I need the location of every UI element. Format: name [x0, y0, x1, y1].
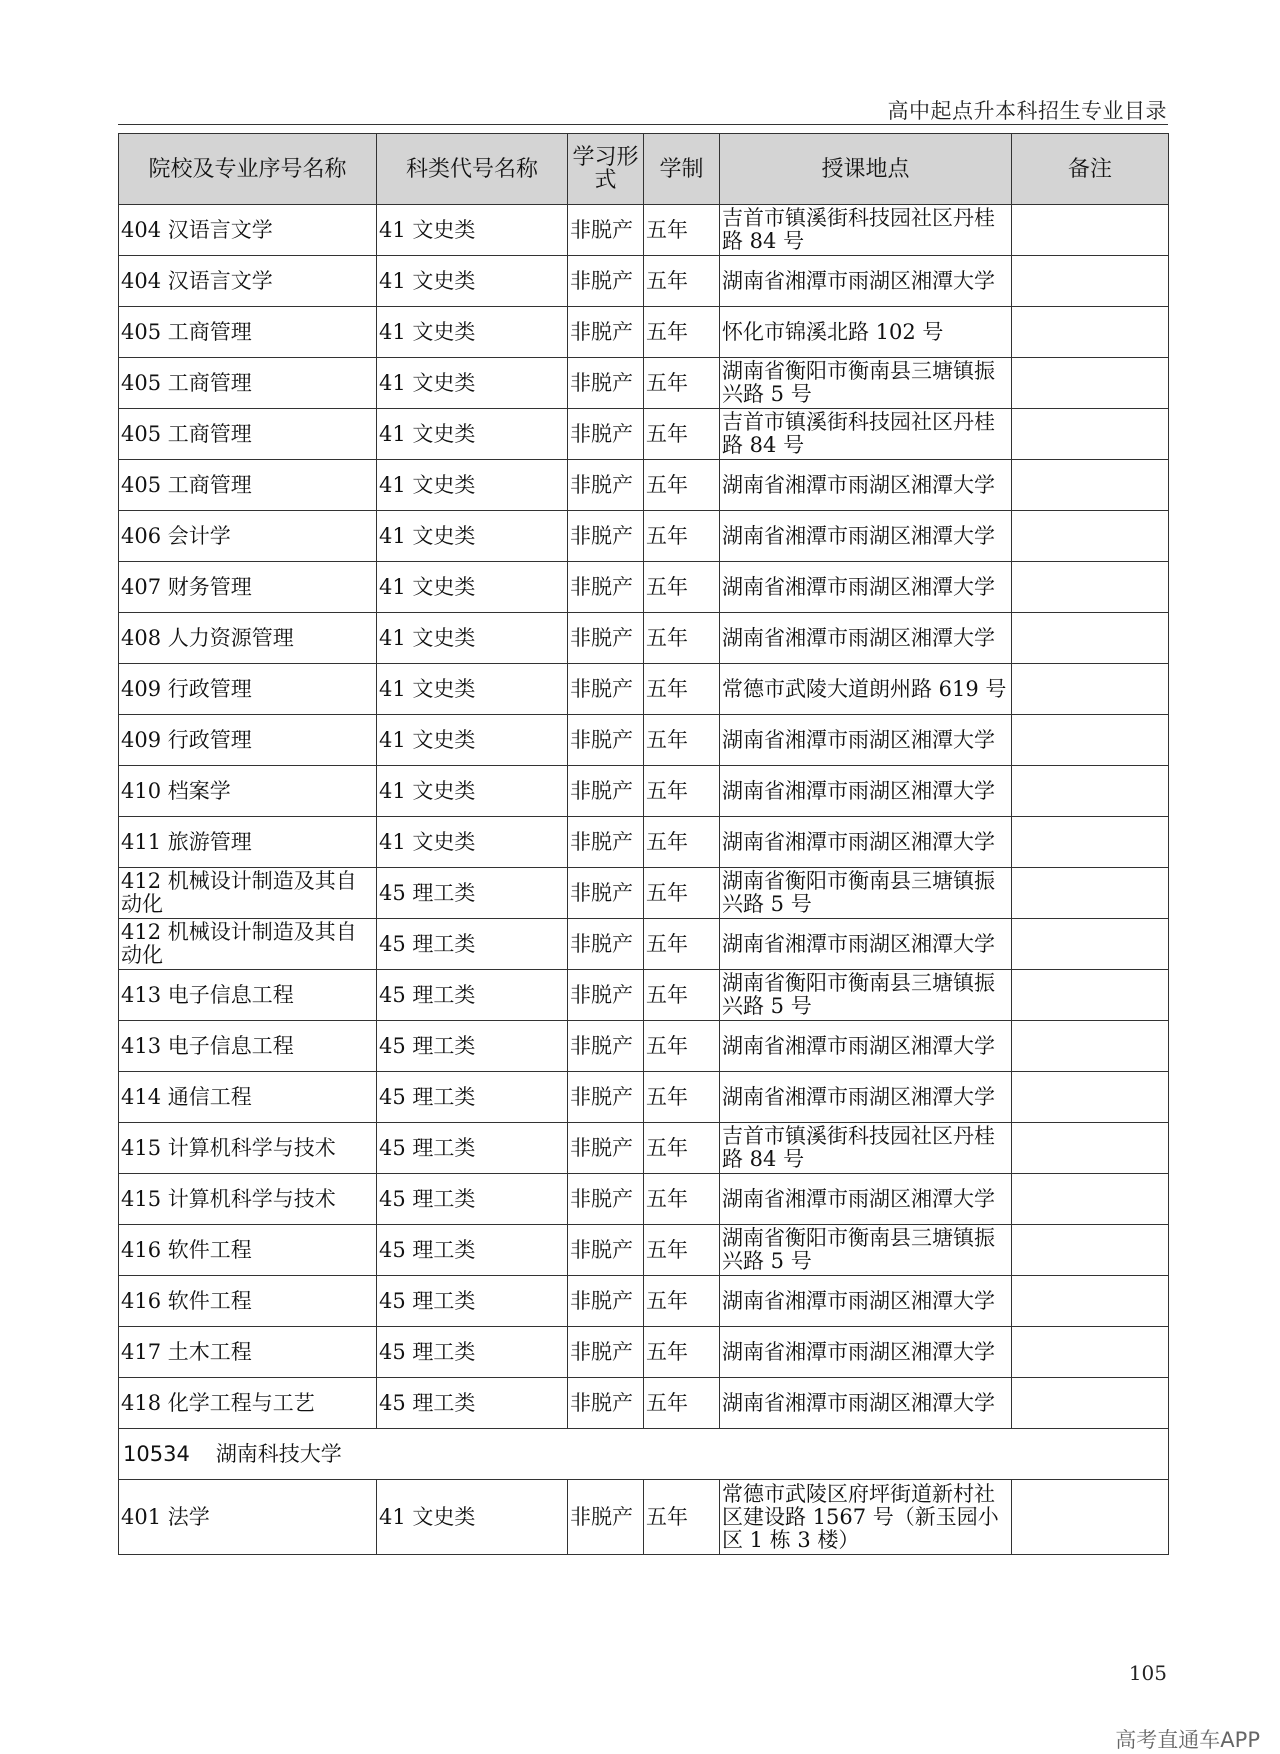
cell-form: 非脱产: [568, 1123, 644, 1174]
cell-location: 湖南省湘潭市雨湖区湘潭大学: [720, 715, 1012, 766]
table-row: [119, 1021, 1169, 1072]
cell-location: 常德市武陵大道朗州路 619 号: [720, 664, 1012, 715]
major-name: 工商管理: [167, 370, 252, 395]
cell-major: [119, 919, 377, 970]
col-header-note: 备注: [1012, 134, 1169, 205]
cell-location: 湖南省湘潭市雨湖区湘潭大学: [720, 1378, 1012, 1429]
cell-major: [119, 817, 377, 868]
cell-form: 非脱产: [568, 205, 644, 256]
cell-location: 湖南省衡阳市衡南县三塘镇振兴路 5 号: [720, 1225, 1012, 1276]
cell-form: 非脱产: [568, 409, 644, 460]
major-code: 415: [121, 1135, 162, 1160]
major-code: 416: [121, 1288, 162, 1313]
cell-length: 五年: [644, 307, 720, 358]
cell-note: [1012, 766, 1169, 817]
cell-note: [1012, 1021, 1169, 1072]
cell-form: 非脱产: [568, 562, 644, 613]
cell-category: 41 文史类: [377, 409, 568, 460]
cell-location: 怀化市锦溪北路 102 号: [720, 307, 1012, 358]
watermark: 高考直通车APP: [1115, 1728, 1260, 1752]
cell-major: [119, 715, 377, 766]
cell-form: 非脱产: [568, 613, 644, 664]
cell-category: 45 理工类: [377, 1123, 568, 1174]
cell-major: [119, 1225, 377, 1276]
institution-cell: [119, 1429, 1169, 1480]
cell-major: [119, 766, 377, 817]
table-header: [119, 134, 1169, 205]
cell-length: 五年: [644, 817, 720, 868]
cell-note: [1012, 970, 1169, 1021]
cell-note: [1012, 205, 1169, 256]
cell-note: [1012, 307, 1169, 358]
cell-category: 41 文史类: [377, 817, 568, 868]
cell-length: 五年: [644, 1174, 720, 1225]
cell-length: 五年: [644, 1480, 720, 1555]
running-header: 高中起点升本科招生专业目录: [887, 99, 1167, 123]
major-code: 412: [121, 869, 162, 893]
major-name: 电子信息工程: [167, 982, 294, 1007]
table-row: [119, 1480, 1169, 1555]
table-row: [119, 307, 1169, 358]
cell-category: 41 文史类: [377, 358, 568, 409]
major-code: 407: [121, 574, 162, 599]
major-name: 旅游管理: [167, 829, 252, 854]
major-code: 405: [121, 370, 162, 395]
major-name: 机械设计制造及其自动化: [121, 869, 357, 916]
cell-length: 五年: [644, 409, 720, 460]
cell-location: 湖南省湘潭市雨湖区湘潭大学: [720, 511, 1012, 562]
cell-length: 五年: [644, 1276, 720, 1327]
major-name: 行政管理: [167, 676, 252, 701]
cell-major: [119, 1123, 377, 1174]
cell-major: [119, 613, 377, 664]
cell-category: 41 文史类: [377, 766, 568, 817]
cell-major: [119, 256, 377, 307]
cell-location: 湖南省湘潭市雨湖区湘潭大学: [720, 460, 1012, 511]
major-code: 412: [121, 920, 162, 944]
major-name: 计算机科学与技术: [167, 1186, 336, 1211]
cell-category: 41 文史类: [377, 307, 568, 358]
cell-major: [119, 1276, 377, 1327]
major-name: 通信工程: [167, 1084, 252, 1109]
cell-category: 41 文史类: [377, 613, 568, 664]
table-row: [119, 817, 1169, 868]
major-name: 计算机科学与技术: [167, 1135, 336, 1160]
cell-note: [1012, 1225, 1169, 1276]
cell-location: 湖南省湘潭市雨湖区湘潭大学: [720, 919, 1012, 970]
table-row: [119, 562, 1169, 613]
cell-location: 湖南省衡阳市衡南县三塘镇振兴路 5 号: [720, 868, 1012, 919]
cell-note: [1012, 1378, 1169, 1429]
cell-length: 五年: [644, 664, 720, 715]
col-header-major: 院校及专业序号名称: [119, 134, 377, 205]
cell-note: [1012, 868, 1169, 919]
cell-length: 五年: [644, 511, 720, 562]
cell-location: 吉首市镇溪街科技园社区丹桂路 84 号: [720, 409, 1012, 460]
cell-form: 非脱产: [568, 460, 644, 511]
cell-note: [1012, 460, 1169, 511]
major-code: 413: [121, 982, 162, 1007]
table-row: [119, 970, 1169, 1021]
cell-location: 湖南省湘潭市雨湖区湘潭大学: [720, 613, 1012, 664]
cell-length: 五年: [644, 256, 720, 307]
major-name: 土木工程: [167, 1339, 252, 1364]
major-code: 416: [121, 1237, 162, 1262]
cell-major: [119, 307, 377, 358]
major-code: 414: [121, 1084, 162, 1109]
major-name: 工商管理: [167, 421, 252, 446]
major-code: 410: [121, 778, 162, 803]
cell-category: 41 文史类: [377, 205, 568, 256]
cell-form: 非脱产: [568, 1276, 644, 1327]
cell-major: [119, 1378, 377, 1429]
cell-note: [1012, 1327, 1169, 1378]
cell-length: 五年: [644, 205, 720, 256]
cell-note: [1012, 613, 1169, 664]
header-rule: [118, 124, 1168, 125]
cell-category: 45 理工类: [377, 1378, 568, 1429]
table-row: [119, 460, 1169, 511]
cell-category: 45 理工类: [377, 919, 568, 970]
major-code: 401: [121, 1504, 162, 1529]
major-code: 413: [121, 1033, 162, 1058]
cell-major: [119, 868, 377, 919]
page-number: 105: [1128, 1661, 1167, 1685]
cell-location: 湖南省湘潭市雨湖区湘潭大学: [720, 1276, 1012, 1327]
major-name: 工商管理: [167, 319, 252, 344]
cell-category: 45 理工类: [377, 1225, 568, 1276]
cell-category: 41 文史类: [377, 460, 568, 511]
cell-form: 非脱产: [568, 511, 644, 562]
cell-note: [1012, 409, 1169, 460]
major-name: 机械设计制造及其自动化: [121, 920, 357, 967]
cell-note: [1012, 256, 1169, 307]
cell-length: 五年: [644, 766, 720, 817]
cell-length: 五年: [644, 562, 720, 613]
cell-location: 湖南省衡阳市衡南县三塘镇振兴路 5 号: [720, 970, 1012, 1021]
institution-code: 10534: [123, 1441, 190, 1466]
cell-major: [119, 409, 377, 460]
cell-form: 非脱产: [568, 307, 644, 358]
cell-category: 45 理工类: [377, 1021, 568, 1072]
major-code: 418: [121, 1390, 162, 1415]
cell-major: [119, 205, 377, 256]
table-row: [119, 919, 1169, 970]
table-body: [119, 205, 1169, 1555]
major-name: 行政管理: [167, 727, 252, 752]
major-name: 人力资源管理: [167, 625, 294, 650]
major-name: 法学: [167, 1504, 210, 1529]
table-row: [119, 766, 1169, 817]
cell-location: 湖南省湘潭市雨湖区湘潭大学: [720, 1021, 1012, 1072]
cell-form: 非脱产: [568, 919, 644, 970]
major-catalog-table: [118, 133, 1169, 1555]
cell-note: [1012, 1123, 1169, 1174]
col-header-category: 科类代号名称: [377, 134, 568, 205]
cell-length: 五年: [644, 460, 720, 511]
table-row: [119, 715, 1169, 766]
cell-form: 非脱产: [568, 1480, 644, 1555]
cell-form: 非脱产: [568, 1225, 644, 1276]
col-header-form: 学习形式: [568, 134, 644, 205]
cell-category: 41 文史类: [377, 664, 568, 715]
cell-major: [119, 1480, 377, 1555]
cell-location: 湖南省湘潭市雨湖区湘潭大学: [720, 256, 1012, 307]
major-name: 软件工程: [167, 1288, 252, 1313]
cell-form: 非脱产: [568, 970, 644, 1021]
cell-length: 五年: [644, 1123, 720, 1174]
table-row: [119, 358, 1169, 409]
major-name: 化学工程与工艺: [167, 1390, 315, 1415]
cell-major: [119, 1072, 377, 1123]
cell-location: 吉首市镇溪街科技园社区丹桂路 84 号: [720, 1123, 1012, 1174]
cell-form: 非脱产: [568, 358, 644, 409]
cell-note: [1012, 1480, 1169, 1555]
table-row: [119, 1225, 1169, 1276]
cell-form: 非脱产: [568, 664, 644, 715]
cell-major: [119, 562, 377, 613]
cell-form: 非脱产: [568, 868, 644, 919]
table-row: [119, 1378, 1169, 1429]
cell-note: [1012, 1276, 1169, 1327]
cell-major: [119, 1327, 377, 1378]
cell-major: [119, 460, 377, 511]
cell-form: 非脱产: [568, 766, 644, 817]
table-row: [119, 1072, 1169, 1123]
cell-major: [119, 358, 377, 409]
cell-note: [1012, 817, 1169, 868]
table-row: [119, 868, 1169, 919]
table-row: [119, 1327, 1169, 1378]
table-row: [119, 1276, 1169, 1327]
table-row: [119, 256, 1169, 307]
major-name: 汉语言文学: [167, 217, 273, 242]
cell-form: 非脱产: [568, 256, 644, 307]
cell-length: 五年: [644, 613, 720, 664]
cell-form: 非脱产: [568, 817, 644, 868]
major-code: 409: [121, 676, 162, 701]
cell-length: 五年: [644, 919, 720, 970]
cell-major: [119, 511, 377, 562]
cell-length: 五年: [644, 1225, 720, 1276]
cell-note: [1012, 511, 1169, 562]
cell-length: 五年: [644, 1072, 720, 1123]
cell-length: 五年: [644, 1378, 720, 1429]
cell-location: 湖南省衡阳市衡南县三塘镇振兴路 5 号: [720, 358, 1012, 409]
major-name: 财务管理: [167, 574, 252, 599]
institution-name: 湖南科技大学: [215, 1441, 342, 1466]
table-row: [119, 1174, 1169, 1225]
cell-location: 湖南省湘潭市雨湖区湘潭大学: [720, 1174, 1012, 1225]
table-row: [119, 664, 1169, 715]
cell-major: [119, 1174, 377, 1225]
cell-category: 41 文史类: [377, 1480, 568, 1555]
cell-category: 41 文史类: [377, 511, 568, 562]
cell-category: 41 文史类: [377, 715, 568, 766]
major-code: 405: [121, 421, 162, 446]
cell-note: [1012, 1072, 1169, 1123]
major-code: 405: [121, 319, 162, 344]
cell-length: 五年: [644, 970, 720, 1021]
table-row: [119, 1123, 1169, 1174]
cell-note: [1012, 664, 1169, 715]
cell-major: [119, 970, 377, 1021]
cell-location: 常德市武陵区府坪街道新村社区建设路 1567 号（新玉园小区 1 栋 3 楼）: [720, 1480, 1012, 1555]
cell-form: 非脱产: [568, 715, 644, 766]
cell-length: 五年: [644, 715, 720, 766]
cell-major: [119, 1021, 377, 1072]
major-name: 汉语言文学: [167, 268, 273, 293]
cell-form: 非脱产: [568, 1327, 644, 1378]
major-name: 工商管理: [167, 472, 252, 497]
cell-length: 五年: [644, 1021, 720, 1072]
table-row: [119, 409, 1169, 460]
cell-category: 41 文史类: [377, 562, 568, 613]
cell-location: 湖南省湘潭市雨湖区湘潭大学: [720, 1327, 1012, 1378]
institution-row: [119, 1429, 1169, 1480]
major-code: 406: [121, 523, 162, 548]
major-code: 417: [121, 1339, 162, 1364]
cell-category: 45 理工类: [377, 1072, 568, 1123]
cell-note: [1012, 715, 1169, 766]
cell-note: [1012, 562, 1169, 613]
col-header-location: 授课地点: [720, 134, 1012, 205]
major-code: 404: [121, 217, 162, 242]
cell-note: [1012, 358, 1169, 409]
cell-form: 非脱产: [568, 1021, 644, 1072]
cell-length: 五年: [644, 868, 720, 919]
cell-category: 45 理工类: [377, 1327, 568, 1378]
major-code: 411: [121, 829, 162, 854]
major-name: 软件工程: [167, 1237, 252, 1262]
table-row: [119, 205, 1169, 256]
major-code: 404: [121, 268, 162, 293]
cell-category: 45 理工类: [377, 1174, 568, 1225]
col-header-length: 学制: [644, 134, 720, 205]
cell-major: [119, 664, 377, 715]
cell-length: 五年: [644, 358, 720, 409]
major-code: 409: [121, 727, 162, 752]
major-code: 415: [121, 1186, 162, 1211]
major-code: 408: [121, 625, 162, 650]
cell-form: 非脱产: [568, 1378, 644, 1429]
table-row: [119, 613, 1169, 664]
cell-category: 45 理工类: [377, 1276, 568, 1327]
cell-length: 五年: [644, 1327, 720, 1378]
cell-note: [1012, 1174, 1169, 1225]
cell-location: 吉首市镇溪街科技园社区丹桂路 84 号: [720, 205, 1012, 256]
cell-note: [1012, 919, 1169, 970]
cell-form: 非脱产: [568, 1072, 644, 1123]
cell-location: 湖南省湘潭市雨湖区湘潭大学: [720, 766, 1012, 817]
cell-location: 湖南省湘潭市雨湖区湘潭大学: [720, 817, 1012, 868]
cell-category: 45 理工类: [377, 868, 568, 919]
major-code: 405: [121, 472, 162, 497]
cell-location: 湖南省湘潭市雨湖区湘潭大学: [720, 562, 1012, 613]
cell-category: 41 文史类: [377, 256, 568, 307]
cell-category: 45 理工类: [377, 970, 568, 1021]
major-name: 电子信息工程: [167, 1033, 294, 1058]
cell-form: 非脱产: [568, 1174, 644, 1225]
major-name: 会计学: [167, 523, 231, 548]
cell-location: 湖南省湘潭市雨湖区湘潭大学: [720, 1072, 1012, 1123]
major-name: 档案学: [167, 778, 231, 803]
table-row: [119, 511, 1169, 562]
